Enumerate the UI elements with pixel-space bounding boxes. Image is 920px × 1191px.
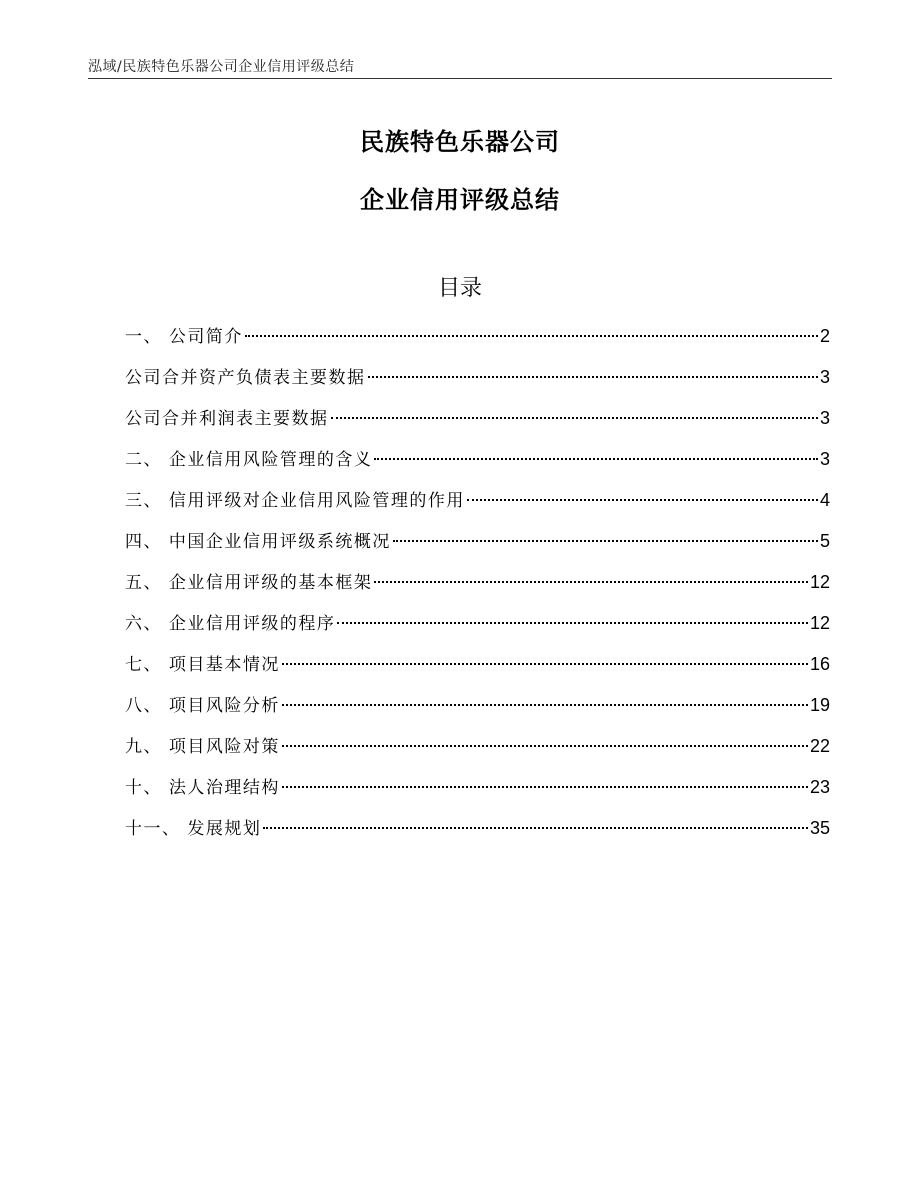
toc-dot-leader	[282, 663, 808, 665]
toc-entry-label: 公司合并资产负债表主要数据	[125, 368, 366, 388]
toc-entry[interactable]	[125, 322, 830, 363]
table-of-contents	[125, 322, 830, 855]
document-title-line-2: 企业信用评级总结	[360, 186, 560, 214]
toc-entry-page: 4	[819, 490, 830, 510]
toc-entry[interactable]	[125, 732, 830, 773]
toc-entry-label: 公司合并利润表主要数据	[125, 409, 329, 429]
toc-entry[interactable]	[125, 773, 830, 814]
toc-dot-leader	[374, 581, 808, 583]
toc-entry-page: 19	[809, 695, 830, 715]
toc-heading: 目录	[437, 276, 482, 301]
toc-entry-page: 12	[809, 572, 830, 592]
toc-entry-label: 六、 企业信用评级的程序	[125, 614, 336, 634]
toc-entry[interactable]	[125, 404, 830, 445]
toc-entry-page: 3	[819, 367, 830, 387]
toc-dot-leader	[374, 458, 818, 460]
toc-entry-label: 十、 法人治理结构	[125, 778, 280, 798]
toc-entry[interactable]	[125, 691, 830, 732]
toc-entry-page: 16	[809, 654, 830, 674]
toc-entry-label: 八、 项目风险分析	[125, 696, 280, 716]
toc-dot-leader	[282, 745, 808, 747]
toc-entry-page: 3	[819, 408, 830, 428]
toc-dot-leader	[393, 540, 818, 542]
toc-entry[interactable]	[125, 650, 830, 691]
document-title-line-1: 民族特色乐器公司	[360, 128, 560, 156]
toc-entry-label: 十一、 发展规划	[125, 819, 262, 839]
toc-entry-page: 22	[809, 736, 830, 756]
header-rule	[88, 78, 832, 79]
toc-entry-label: 九、 项目风险对策	[125, 737, 280, 757]
toc-entry-page: 5	[819, 531, 830, 551]
toc-dot-leader	[368, 376, 818, 378]
toc-entry[interactable]	[125, 568, 830, 609]
toc-dot-leader	[245, 335, 818, 337]
toc-entry-page: 23	[809, 777, 830, 797]
toc-entry[interactable]	[125, 486, 830, 527]
toc-entry[interactable]	[125, 445, 830, 486]
toc-dot-leader	[331, 417, 818, 419]
toc-entry[interactable]	[125, 814, 830, 855]
toc-entry-label: 七、 项目基本情况	[125, 655, 280, 675]
toc-dot-leader	[263, 827, 808, 829]
toc-entry-label: 五、 企业信用评级的基本框架	[125, 573, 373, 593]
toc-entry-page: 2	[819, 326, 830, 346]
toc-dot-leader	[282, 704, 808, 706]
toc-dot-leader	[337, 622, 808, 624]
toc-entry-label: 二、 企业信用风险管理的含义	[125, 450, 373, 470]
toc-entry-label: 三、 信用评级对企业信用风险管理的作用	[125, 491, 465, 511]
toc-entry-label: 四、 中国企业信用评级系统概况	[125, 532, 391, 552]
toc-entry-page: 3	[819, 449, 830, 469]
toc-entry-label: 一、 公司简介	[125, 327, 243, 347]
toc-dot-leader	[282, 786, 808, 788]
toc-dot-leader	[467, 499, 818, 501]
toc-entry[interactable]	[125, 609, 830, 650]
toc-entry[interactable]	[125, 527, 830, 568]
toc-entry[interactable]	[125, 363, 830, 404]
toc-entry-page: 35	[809, 818, 830, 838]
toc-entry-page: 12	[809, 613, 830, 633]
running-header: 泓域/民族特色乐器公司企业信用评级总结	[88, 59, 355, 75]
